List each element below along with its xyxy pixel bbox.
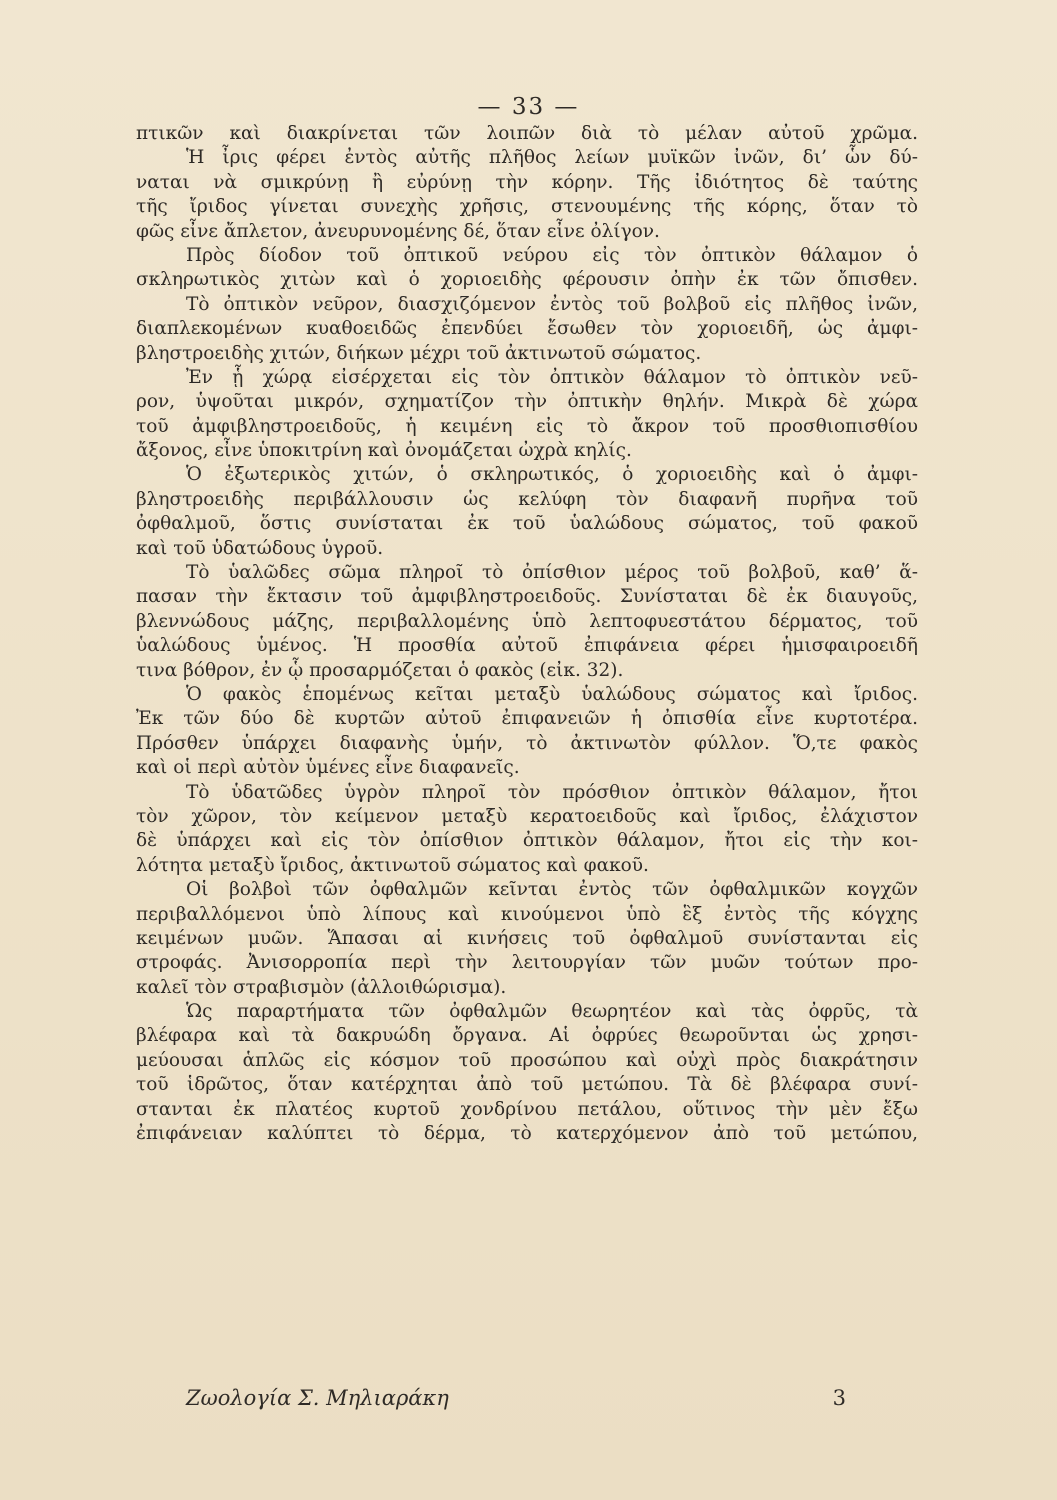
text-line: Ὁ φακὸς ἑπομένως κεῖται μεταξὺ ὑαλώδους σώματος καὶ ἴριδος. (186, 683, 918, 705)
text-line: καλεῖ τὸν στραβισμὸν (ἀλλοιθώρισμα). (136, 976, 507, 998)
text-line: Πρόσθεν ὑπάρχει διαφανὴς ὑμήν, τὸ ἀκτινωτὸν φύλλον. Ὅ,τε φακὸς (136, 732, 918, 754)
text-line: μεύουσαι ἁπλῶς εἰς κόσμον τοῦ προσώπου καὶ οὐχὶ πρὸς διακράτησιν (136, 1049, 918, 1071)
text-line: καὶ οἱ περὶ αὐτὸν ὑμένες εἶνε διαφανεῖς. (136, 757, 520, 779)
text-line: Ὡς παραρτήματα τῶν ὀφθαλμῶν θεωρητέον καὶ τὰς ὀφρῦς, τὰ (186, 1001, 918, 1023)
text-line: βληστροειδὴς περιβάλλουσιν ὡς κελύφη τὸν διαφανῆ πυρῆνα τοῦ (136, 488, 918, 510)
text-line: ὀφθαλμοῦ, ὅστις συνίσταται ἐκ τοῦ ὑαλώδους σώματος, τοῦ φακοῦ (136, 513, 918, 535)
text-line: διαπλεκομένων κυαθοειδῶς ἐπενδύει ἔσωθεν τὸν χοριοειδῆ, ὡς ἀμφι- (136, 318, 918, 340)
text-line: σκληρωτικὸς χιτὼν καὶ ὁ χοριοειδὴς φέρουσιν ὀπὴν ἐκ τῶν ὄπισθεν. (136, 269, 918, 291)
text-line: ἐπιφάνειαν καλύπτει τὸ δέρμα, τὸ κατερχόμενον ἀπὸ τοῦ μετώπου, (136, 1123, 918, 1145)
text-line: τῆς ἴριδος γίνεται συνεχὴς χρῆσις, στενουμένης τῆς κόρης, ὅταν τὸ (136, 196, 918, 218)
text-line: ρον, ὑψοῦται μικρόν, σχηματίζον τὴν ὀπτικὴν θηλήν. Μικρὰ δὲ χώρα (136, 391, 918, 413)
text-line: ὑαλώδους ὑμένος. Ἡ προσθία αὐτοῦ ἐπιφάνεια φέρει ἡμισφαιροειδῆ (136, 635, 918, 657)
text-line: βληστροειδὴς χιτών, διήκων μέχρι τοῦ ἀκτινωτοῦ σώματος. (136, 342, 702, 364)
text-line: Ἐν ᾗ χώρᾳ εἰσέρχεται εἰς τὸν ὀπτικὸν θάλαμον τὸ ὀπτικὸν νεῦ- (186, 366, 918, 388)
text-line: τινα βόθρον, ἐν ᾧ προσαρμόζεται ὁ φακὸς (εἰκ. 32). (136, 659, 624, 681)
text-line: Τὸ ὑαλῶδες σῶμα πληροῖ τὸ ὀπίσθιον μέρος τοῦ βολβοῦ, καθ’ ἅ- (186, 562, 918, 584)
text-line: τὸν χῶρον, τὸν κείμενον μεταξὺ κερατοειδοῦς καὶ ἴριδος, ἐλάχιστον (136, 805, 918, 827)
text-line: λότητα μεταξὺ ἴριδος, ἀκτινωτοῦ σώματος καὶ φακοῦ. (136, 854, 649, 876)
text-line: περιβαλλόμενοι ὑπὸ λίπους καὶ κινούμενοι ὑπὸ ἓξ ἐντὸς τῆς κόγχης (136, 903, 918, 925)
text-line: Πρὸς δίοδον τοῦ ὀπτικοῦ νεύρου εἰς τὸν ὀπτικὸν θάλαμον ὁ (186, 244, 918, 266)
text-line: στροφάς. Ἀνισορροπία περὶ τὴν λειτουργίαν τῶν μυῶν τούτων προ- (136, 952, 918, 974)
body-text (136, 122, 918, 1146)
text-line: Ἡ ἶρις φέρει ἐντὸς αὐτῆς πλῆθος λείων μυϊκῶν ἰνῶν, δι’ ὧν δύ- (186, 147, 918, 169)
footer-signature-mark: 3 (832, 1386, 846, 1410)
text-line: τοῦ ἀμφιβληστροειδοῦς, ἡ κειμένη εἰς τὸ ἄκρον τοῦ προσθιοπισθίου (136, 415, 918, 437)
text-line: πτικῶν καὶ διακρίνεται τῶν λοιπῶν διὰ τὸ μέλαν αὐτοῦ χρῶμα. (136, 123, 918, 144)
text-line: βλεννώδους μάζης, περιβαλλομένης ὑπὸ λεπτοφυεστάτου δέρματος, τοῦ (136, 610, 918, 632)
text-line: κειμένων μυῶν. Ἅπασαι αἱ κινήσεις τοῦ ὀφθαλμοῦ συνίστανται εἰς (136, 927, 918, 949)
text-line: Ἐκ τῶν δύο δὲ κυρτῶν αὐτοῦ ἐπιφανειῶν ἡ ὀπισθία εἶνε κυρτοτέρα. (136, 708, 918, 730)
footer-book-title: Ζωολογία Σ. Μηλιαράκη (186, 1386, 449, 1410)
text-line: Τὸ ὑδατῶδες ὑγρὸν πληροῖ τὸν πρόσθιον ὀπτικὸν θάλαμον, ἤτοι (186, 781, 918, 803)
page-footer (186, 1386, 846, 1410)
text-line: Ὁ ἐξωτερικὸς χιτών, ὁ σκληρωτικός, ὁ χοριοειδὴς καὶ ὁ ἀμφι- (186, 464, 918, 486)
text-line: Οἱ βολβοὶ τῶν ὀφθαλμῶν κεῖνται ἐντὸς τῶν ὀφθαλμικῶν κογχῶν (186, 879, 918, 901)
text-line: ναται νὰ σμικρύνῃ ἢ εὐρύνῃ τὴν κόρην. Τῆς ἰδιότητος δὲ ταύτης (136, 171, 918, 193)
text-line: πασαν τὴν ἔκτασιν τοῦ ἀμφιβληστροειδοῦς. Συνίσταται δὲ ἐκ διαυγοῦς, (136, 586, 918, 608)
page-number: — 33 — (477, 94, 580, 120)
text-line: τοῦ ἱδρῶτος, ὅταν κατέρχηται ἀπὸ τοῦ μετώπου. Τὰ δὲ βλέφαρα συνί- (136, 1074, 918, 1096)
text-line: ἄξονος, εἶνε ὑποκιτρίνη καὶ ὀνομάζεται ὠχρὰ κηλίς. (136, 440, 632, 462)
text-line: στανται ἐκ πλατέος κυρτοῦ χονδρίνου πετάλου, οὕτινος τὴν μὲν ἔξω (136, 1098, 918, 1120)
text-line: φῶς εἶνε ἄπλετον, ἀνευρυνομένης δέ, ὅταν εἶνε ὀλίγον. (136, 220, 660, 242)
text-line: δὲ ὑπάρχει καὶ εἰς τὸν ὀπίσθιον ὀπτικὸν θάλαμον, ἤτοι εἰς τὴν κοι- (136, 830, 918, 852)
text-line: καὶ τοῦ ὑδατώδους ὑγροῦ. (136, 537, 384, 559)
text-line: Τὸ ὀπτικὸν νεῦρον, διασχιζόμενον ἐντὸς τοῦ βολβοῦ εἰς πλῆθος ἰνῶν, (186, 293, 918, 315)
text-line: βλέφαρα καὶ τὰ δακρυώδη ὄργανα. Αἱ ὀφρύες θεωροῦνται ὡς χρησι- (136, 1025, 918, 1047)
